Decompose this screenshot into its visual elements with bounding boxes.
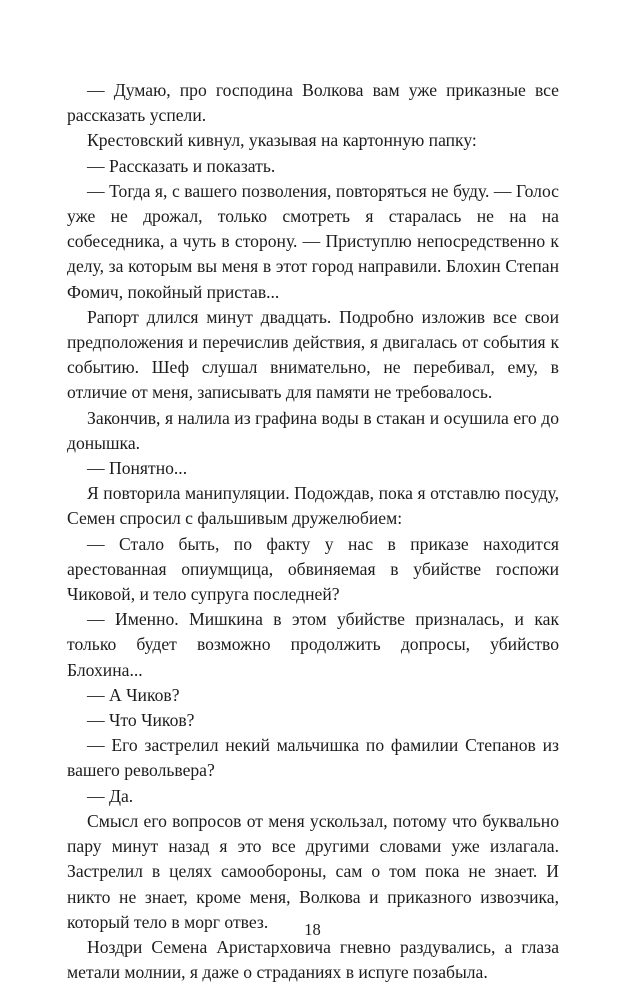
paragraph: — Рассказать и показать. [87, 155, 276, 176]
paragraph: Ноздри Семена Аристарховича гневно раздувались, а глаза метали молнии, я даже о страданиях в испуге позабыла. [67, 936, 559, 983]
paragraph: — Да. [87, 785, 134, 806]
paragraph: — Стало быть, по факту у нас в приказе находится арестованная опиумщица, обвиняемая в убийстве госпожи Чиковой, и тело супруга последней? [67, 533, 559, 605]
paragraph: — Думаю, про господина Волкова вам уже приказные все рассказать успели. [67, 80, 559, 126]
paragraph: — Понятно... [87, 458, 188, 479]
paragraph: Закончив, я налила из графина воды в стакан и осушила его до донышка. [67, 407, 559, 453]
paragraph: Смысл его вопросов от меня ускользал, потому что буквально пару минут назад я это все другими словами уже излагала. Застрелил в целях самообороны, сам о том пока не знает. И никто не знает, кроме меня, Волкова и приказного извозчика, который тело в морг отвез. [67, 810, 559, 932]
paragraph: Крестовский кивнул, указывая на картонную папку: [87, 130, 477, 151]
paragraph: — А Чиков? [87, 684, 180, 705]
paragraph: — Тогда я, с вашего позволения, повторяться не буду. — Голос уже не дрожал, только смотреть я старалась не на на собеседника, а чуть в сторону. — Приступлю непосредственно к делу, за которым вы меня в этот город направили. Блохин Степан Фомич, покойный пристав... [67, 180, 559, 302]
paragraph: — Что Чиков? [87, 710, 195, 731]
paragraph: — Именно. Мишкина в этом убийстве призналась, и как только будет возможно продолжить допросы, убийство Блохина... [67, 609, 559, 680]
page-number: 18 [304, 920, 321, 939]
body-text [67, 78, 559, 985]
paragraph: Я повторила манипуляции. Подождав, пока я отставлю посуду, Семен спросил с фальшивым дружелюбием: [67, 483, 559, 529]
paragraph: Рапорт длился минут двадцать. Подробно изложив все свои предположения и перечислив действия, я двигалась от события к событию. Шеф слушал внимательно, не перебивал, ему, в отличие от меня, записывать для памяти не требовалось. [67, 306, 559, 403]
paragraph: — Его застрелил некий мальчишка по фамилии Степанов из вашего револьвера? [67, 735, 559, 781]
